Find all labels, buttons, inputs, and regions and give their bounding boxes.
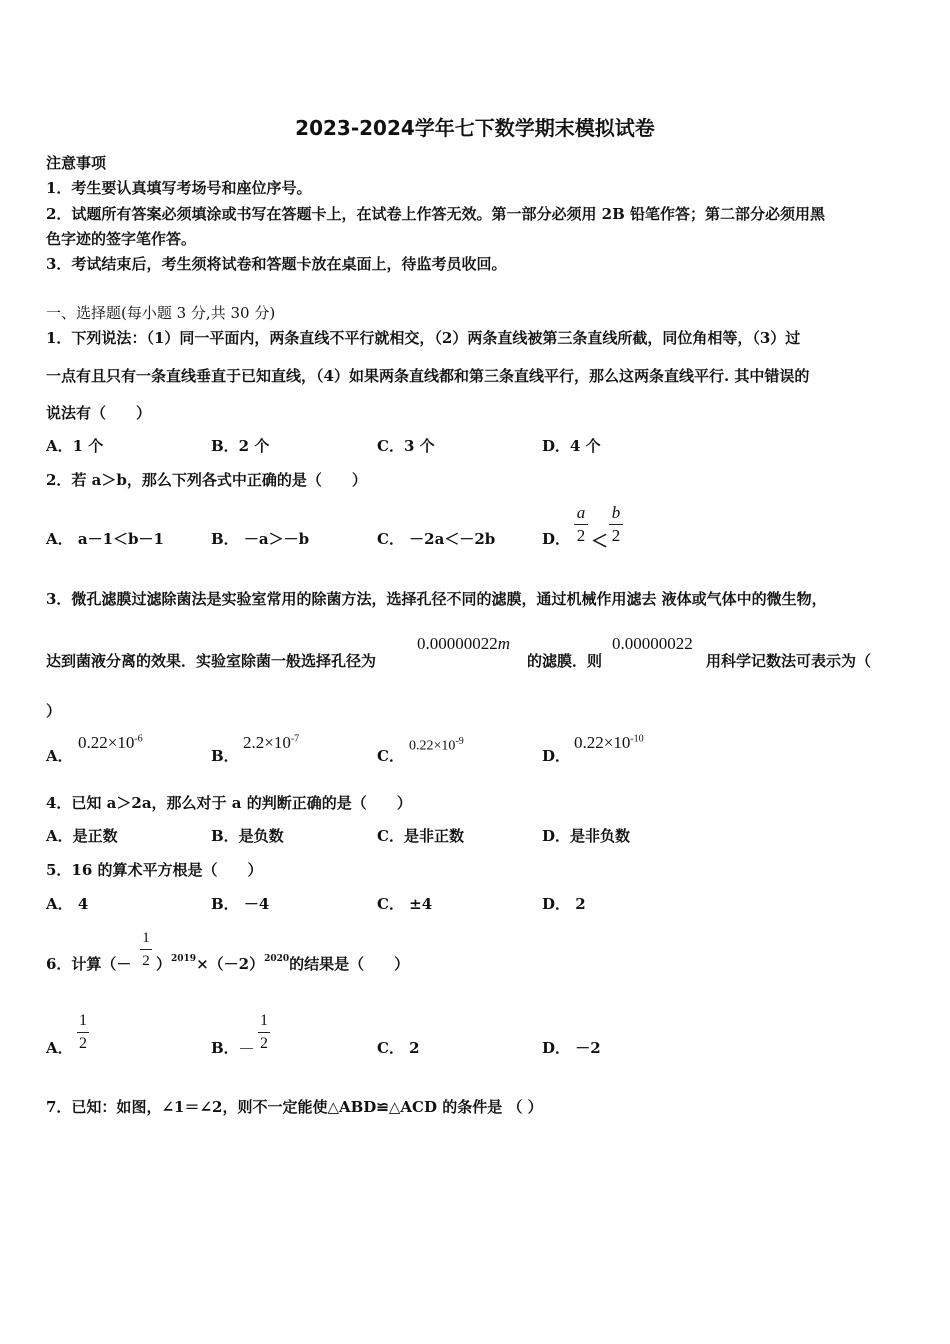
q2-d-fraction-a: a 2 xyxy=(574,503,588,546)
q3-option-c-value: $0.22\times 10^{-9}$ xyxy=(409,736,464,754)
q4-stem: 4．已知 a＞2a，那么对于 a 的判断正确的是（ ） xyxy=(46,794,412,812)
q3-line-2b: 的滤膜．则 xyxy=(527,652,603,670)
q6-option-b-label: B． xyxy=(211,1039,239,1057)
q6-stem-mid: ）$^{2019}\times(-2)^{2020}$的结果是（ ） xyxy=(156,954,410,973)
q1-option-c: C．3 个 xyxy=(377,437,435,455)
q3-line-3: ） xyxy=(46,702,62,720)
q5-option-d: D． 2 xyxy=(542,895,586,913)
q5-option-a: A． 4 xyxy=(46,895,89,913)
q6-option-d: D． －2 xyxy=(542,1039,601,1057)
q3-option-d-value: $0.22\times 10^{-10}$ xyxy=(574,733,644,752)
q3-line-2c: 用科学记数法可表示为（ xyxy=(706,652,872,670)
q6-option-c: C． 2 xyxy=(377,1039,420,1057)
q2-stem: 2．若 a＞b，那么下列各式中正确的是（ ） xyxy=(46,471,367,489)
q4-option-d: D．是非负数 xyxy=(542,827,631,845)
notice-item-1: 1．考生要认真填写考场号和座位序号。 xyxy=(46,179,312,197)
q1-option-d: D．4 个 xyxy=(542,437,601,455)
q3-line-1: 3．微孔滤膜过滤除菌法是实验室常用的除菌方法，选择孔径不同的滤膜，通过机械作用滤去 液体或气体中的微生物， xyxy=(46,590,827,608)
q3-option-d-label: D． xyxy=(542,747,571,765)
q3-option-b-value: $2.2\times 10^{-7}$ xyxy=(243,733,300,752)
q3-line-2a: 达到菌液分离的效果．实验室除菌一般选择孔径为 xyxy=(46,652,377,670)
q2-option-d: D． xyxy=(542,530,571,548)
q1-option-a: A．1 个 xyxy=(46,437,104,455)
q2-option-a: A． a－1＜b－1 xyxy=(46,530,164,548)
q2-option-c: C． －2a＜－2b xyxy=(377,530,496,548)
q1-option-b: B．2 个 xyxy=(211,437,270,455)
q3-option-c-label: C． xyxy=(377,747,404,765)
q3-value-2: 0.00000022 xyxy=(612,634,693,653)
notice-item-2: 2．试题所有答案必须填涂或书写在答题卡上，在试卷上作答无效。第一部分必须用 2B 铅笔作答；第二部分必须用黑 xyxy=(46,205,826,223)
notice-item-3: 3．考试结束后，考生须将试卷和答题卡放在桌面上，待监考员收回。 xyxy=(46,255,507,273)
q7-stem: 7．已知：如图，∠1＝∠2，则不一定能使△ABD≌△ACD 的条件是 （ ） xyxy=(46,1098,543,1116)
q6-option-a-label: A． xyxy=(46,1039,73,1057)
q6-fraction: 1 2 xyxy=(140,928,152,971)
q4-option-b: B．是负数 xyxy=(211,827,284,845)
q2-d-relation: ＜ xyxy=(591,532,608,552)
notice-heading: 注意事项 xyxy=(46,154,107,172)
q6-stem-pre: 6．计算（－ xyxy=(46,955,132,973)
q2-d-fraction-b: b 2 xyxy=(609,503,623,546)
q5-stem: 5．16 的算术平方根是（ ） xyxy=(46,861,263,879)
q6-option-b-fraction: 1 2 xyxy=(260,1012,268,1052)
q1-line-2: 一点有且只有一条直线垂直于已知直线，（4）如果两条直线都和第三条直线平行，那么这两条直线平行. 其中错误的 xyxy=(46,367,810,385)
q6-option-a-fraction: 1 2 xyxy=(79,1012,87,1052)
q5-option-b: B． －4 xyxy=(211,895,270,913)
page-title: 2023-2024学年七下数学期末模拟试卷 xyxy=(295,116,655,140)
notice-item-2-cont: 色字迹的签字笔作答。 xyxy=(46,230,197,248)
q1-line-1: 1．下列说法：（1）同一平面内，两条直线不平行就相交，（2）两条直线被第三条直线所截，同位角相等，（3）过 xyxy=(46,329,801,347)
q3-option-a-value: $0.22\times 10^{-6}$ xyxy=(78,733,143,752)
q3-value-1: 0.00000022m xyxy=(417,634,511,653)
section-heading: 一、选择题(每小题 3 分,共 30 分) xyxy=(46,304,276,322)
q4-option-a: A．是正数 xyxy=(46,827,118,845)
q4-option-c: C．是非正数 xyxy=(377,827,464,845)
q3-option-b-label: B． xyxy=(211,747,239,765)
q2-option-b: B． －a＞－b xyxy=(211,530,310,548)
q6-option-b-sign: － xyxy=(238,1040,255,1060)
q5-option-c: C． ±4 xyxy=(377,895,433,913)
q3-option-a-label: A． xyxy=(46,747,73,765)
q1-line-3: 说法有（ ） xyxy=(46,404,152,422)
